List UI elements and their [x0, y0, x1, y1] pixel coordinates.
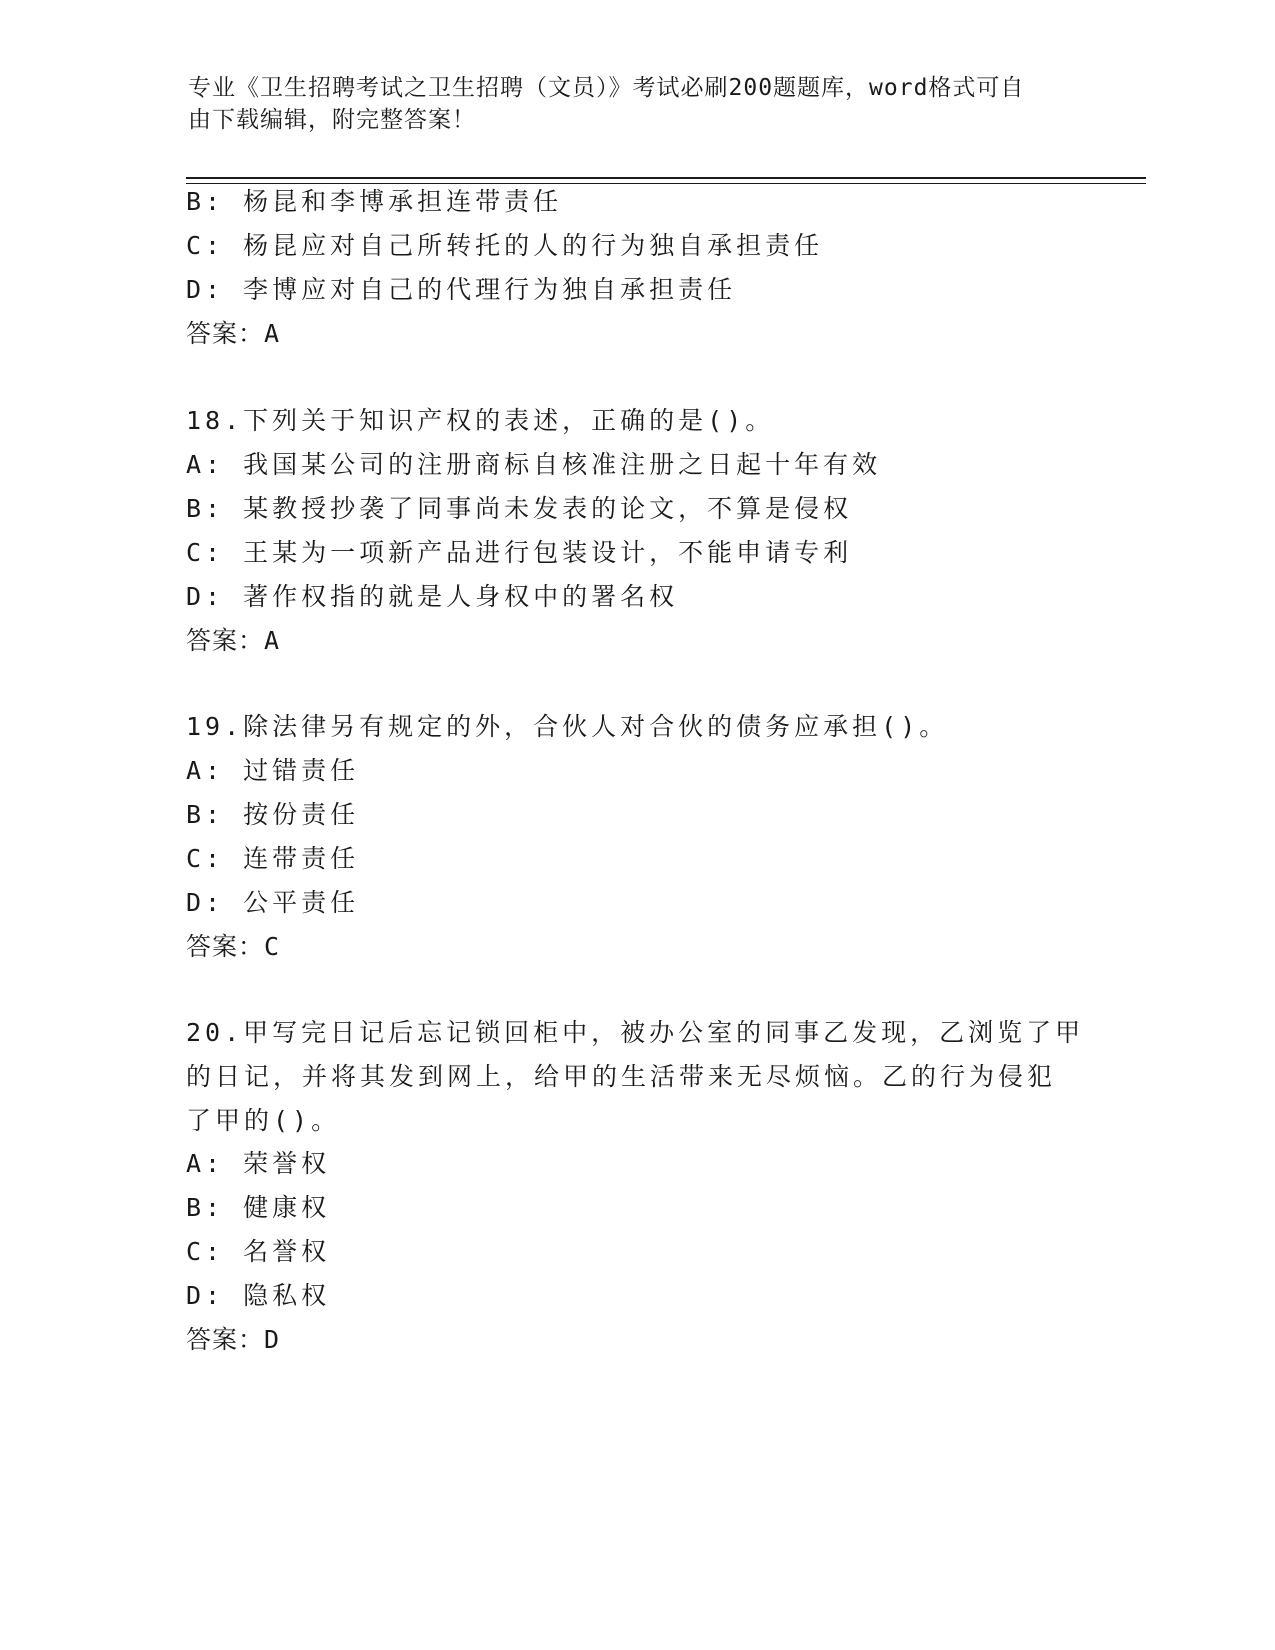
header-line-1: 专业《卫生招聘考试之卫生招聘（文员）》考试必刷200题题库，word格式可自: [188, 75, 1025, 101]
q18-option-c: C: 王某为一项新产品进行包装设计，不能申请专利: [186, 538, 853, 567]
q18-option-d: D: 著作权指的就是人身权中的署名权: [186, 582, 679, 611]
document-header: [188, 72, 1068, 136]
q18-question: 18.下列关于知识产权的表述，正确的是()。: [186, 406, 775, 435]
q17-option-d: D: 李博应对自己的代理行为独自承担责任: [186, 275, 737, 304]
q20-question-line-1: 20.甲写完日记后忘记锁回柜中，被办公室的同事乙发现，乙浏览了甲: [186, 1018, 1085, 1047]
q20-question-line-2: 的日记，并将其发到网上，给甲的生活带来无尽烦恼。乙的行为侵犯: [186, 1062, 1057, 1091]
q20-option-c: C: 名誉权: [186, 1237, 331, 1266]
q18-option-a: A: 我国某公司的注册商标自核准注册之日起十年有效: [186, 450, 882, 479]
header-line-2: 由下载编辑，附完整答案！: [188, 107, 476, 133]
q17-option-c: C: 杨昆应对自己所转托的人的行为独自承担责任: [186, 231, 824, 260]
q20-option-b: B: 健康权: [186, 1193, 331, 1222]
q17-option-b: B: 杨昆和李博承担连带责任: [186, 187, 563, 216]
q18-option-b: B: 某教授抄袭了同事尚未发表的论文，不算是侵权: [186, 494, 853, 523]
q19-answer: 答案：C: [186, 932, 281, 961]
header-divider-thin: [186, 183, 1146, 184]
q20-answer: 答案：D: [186, 1325, 281, 1354]
q19-option-d: D: 公平责任: [186, 888, 360, 917]
q19-option-a: A: 过错责任: [186, 756, 360, 785]
q20-option-d: D: 隐私权: [186, 1281, 331, 1310]
q18-answer: 答案：A: [186, 626, 281, 655]
q20-option-a: A: 荣誉权: [186, 1149, 331, 1178]
q17-answer: 答案：A: [186, 319, 281, 348]
header-divider-thick: [186, 177, 1146, 179]
q19-option-c: C: 连带责任: [186, 844, 360, 873]
q19-option-b: B: 按份责任: [186, 800, 360, 829]
q19-question: 19.除法律另有规定的外，合伙人对合伙的债务应承担()。: [186, 712, 949, 741]
q20-question-line-3: 了甲的()。: [186, 1106, 341, 1135]
